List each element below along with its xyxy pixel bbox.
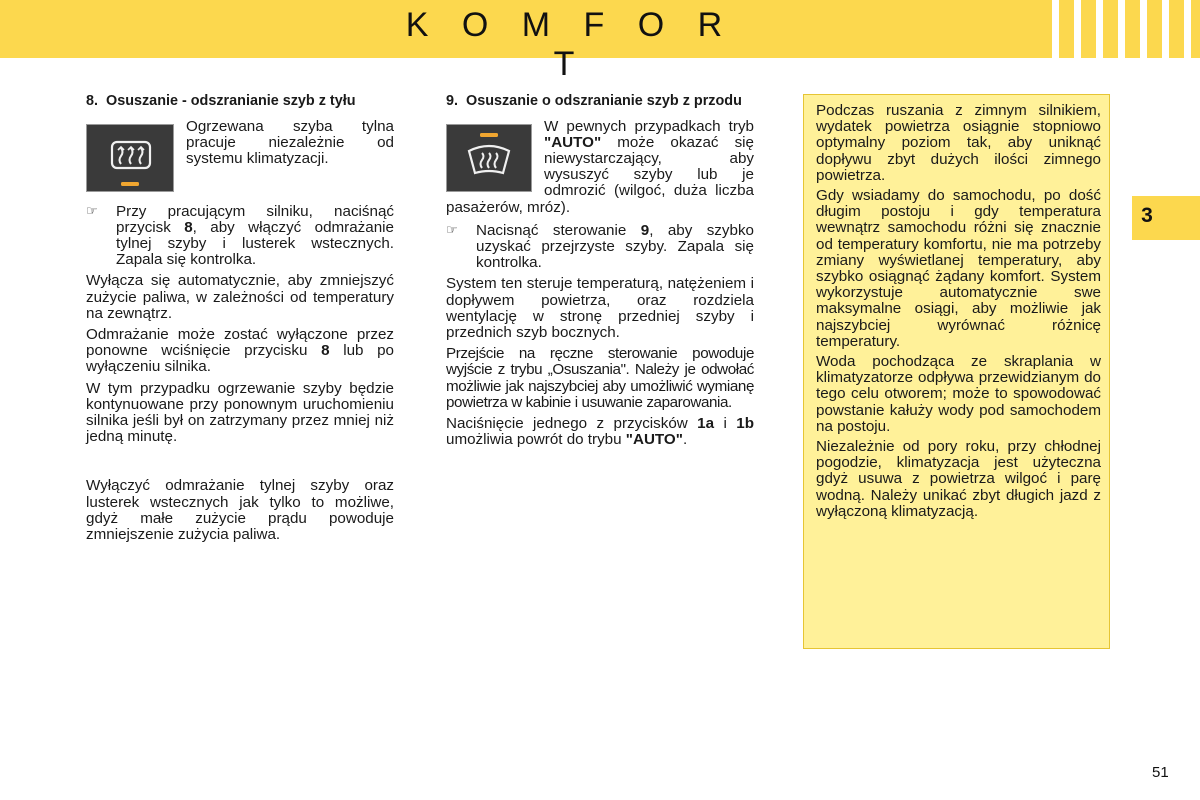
- section-9-heading: [446, 94, 754, 110]
- section-8-title: Osuszanie - odszranianie szyb z tyłu: [106, 93, 356, 109]
- section-8-number: 8.: [86, 93, 99, 109]
- chapter-number: 3: [1141, 204, 1153, 227]
- section-8: [86, 94, 394, 548]
- header-stripe: [1140, 0, 1147, 58]
- pointing-hand-icon: ☞: [86, 202, 98, 218]
- section-9-title: Osuszanie o odszranianie szyb z przodu: [466, 93, 742, 109]
- pointing-hand-icon: ☞: [446, 221, 458, 237]
- header-stripe: [1096, 0, 1103, 58]
- section-8-para-3: W tym przypadku ogrzewanie szyby będzie kontynuowane przy ponownym uruchomieniu silnika jeśli był on zatrzymany przez mniej niż jedną minutę.: [86, 379, 394, 446]
- note-paragraph: Gdy wsiadamy do samochodu, po dość długim postoju i gdy temperatura wewnątrz samochodu różni się znacznie od temperatury komfortu, nie ma potrzeby zmiany wyświetlanej temperatury, aby szybko osiągnąć żądany komfort. System wykorzystuje automatycznie swe maksymalne osiągi, aby możliwie jak najszybciej wyrównać różnicę temperatury.: [816, 187, 1101, 350]
- header-stripe: [1074, 0, 1081, 58]
- section-8-para-2: Odmrażanie może zostać wyłączone przez ponowne wciśnięcie przycisku 8 lub po wyłączeniu silnika.: [86, 325, 394, 376]
- header-stripe: [1162, 0, 1169, 58]
- section-9: [446, 94, 754, 453]
- header-stripe: [1184, 0, 1191, 58]
- section-9-para-1: System ten steruje temperaturą, natężeniem i dopływem powietrza, oraz rozdziela wentylację w stronę przedniej szyby i przednich szyb bocznych.: [446, 275, 754, 341]
- section-9-number: 9.: [446, 93, 459, 109]
- section-8-para-1: Wyłącza się automatycznie, aby zmniejszyć zużycie paliwa, w zależności od temperatury na zewnątrz.: [86, 272, 394, 322]
- header-stripe: [1118, 0, 1125, 58]
- section-8-heading: [86, 94, 394, 110]
- section-8-instruction: ☞ Przy pracującym silniku, naciśnąć przycisk 8, aby włączyć odmrażanie tylnej szyby i lusterek wstecznych. Zapala się kontrolka.: [86, 202, 394, 269]
- note-paragraph: Woda pochodząca ze skraplania w klimatyzatorze odpływa przewidzianym do tego celu otworem; może to spowodować powstanie kałuży wody pod samochodem na postoju.: [816, 353, 1101, 435]
- chapter-tab: [1132, 196, 1200, 240]
- section-8-intro: Ogrzewana szyba tylna pracuje niezależnie od systemu klimatyzacji.: [186, 117, 394, 167]
- page-header: [0, 0, 1200, 83]
- header-stripe: [1052, 0, 1059, 58]
- front-defrost-icon: [446, 124, 532, 192]
- page-number: 51: [1152, 764, 1169, 781]
- note-paragraph: Niezależnie od pory roku, przy chłodnej pogodzie, klimatyzacja jest użyteczna gdyż usuwa z powietrza wilgoć i parę wodną. Należy unikać zbyt długich jazd z wyłączoną klimatyzacją.: [816, 438, 1101, 520]
- page-title: K O M F O R T: [405, 6, 735, 83]
- section-9-instruction: ☞ Nacisnąć sterowanie 9, aby szybko uzyskać przejrzyste szyby. Zapala się kontrolka.: [446, 221, 754, 272]
- section-9-intro: W pewnych przypadkach tryb "AUTO" może okazać się niewystarczający, aby wysuszyć szyby lub je odmrozić (wilgoć, duża liczba pasażerów, mróz).: [446, 117, 754, 216]
- note-paragraph: Podczas ruszania z zimnym silnikiem, wydatek powietrza osiągnie stopniowo optymalny poziom tak, aby uniknąć dopływu zbyt dużych ilości zimnego powietrza.: [816, 102, 1101, 184]
- section-9-para-3: Naciśnięcie jednego z przycisków 1a i 1b umożliwia powrót do trybu "AUTO".: [446, 414, 754, 449]
- rear-defrost-icon: [86, 124, 174, 192]
- info-note-box: [803, 94, 1110, 649]
- section-8-para-4: Wyłączyć odmrażanie tylnej szyby oraz lusterek wstecznych jak tylko to możliwe, gdyż małe zużycie prądu powoduje zmniejszenie zużycia paliwa.: [86, 477, 394, 543]
- section-9-para-2: Przejście na ręczne sterowanie powoduje wyjście z trybu „Osuszania". Należy je odwołać możliwie jak najszybciej aby umożliwić wymianę powietrza w kabinie i usuwanie zaparowania.: [446, 345, 754, 411]
